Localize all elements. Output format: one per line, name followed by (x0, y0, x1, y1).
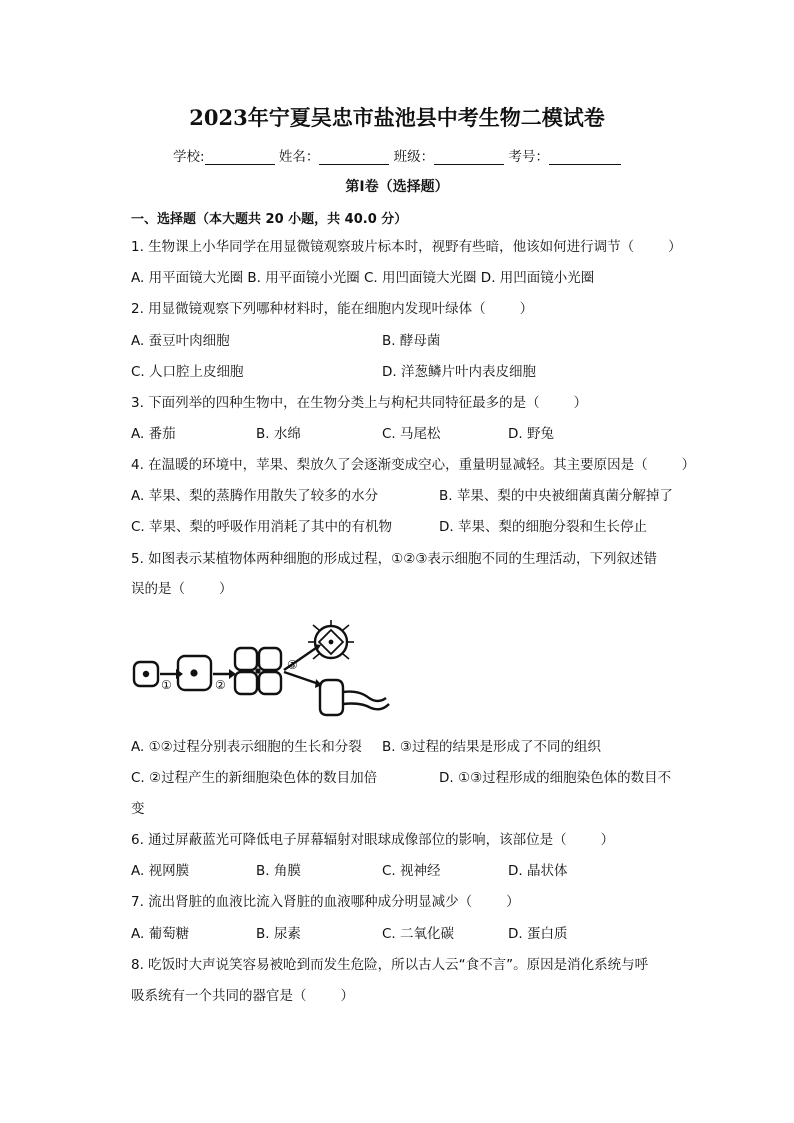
question-1-stem: 1. 生物课上小华同学在用显微镜观察玻片标本时，视野有些暗，他该如何进行调节（ ） (131, 239, 682, 255)
q4-option-a[interactable]: A. 苹果、梨的蒸腾作用散失了较多的水分 (131, 488, 379, 504)
q5-option-d-cont: 变 (131, 801, 145, 817)
label-process-3: ③ (287, 658, 298, 672)
question-1-options: A. 用平面镜大光圈 B. 用平面镜小光圈 C. 用凹面镜大光圈 D. 用凹面镜小光圈 (131, 270, 595, 286)
name-label: 姓名： (278, 149, 320, 165)
root-hair-cell (320, 680, 343, 715)
q4-option-b[interactable]: B. 苹果、梨的中央被细菌真菌分解掉了 (439, 488, 673, 504)
name-blank[interactable] (319, 150, 389, 165)
q6-option-c[interactable]: C. 视神经 (382, 863, 441, 879)
question-8-stem: 8. 吃饭时大声说笑容易被呛到而发生危险，所以古人云“食不言”。原因是消化系统与呼 (131, 957, 649, 973)
number-blank[interactable] (549, 150, 621, 165)
q5-option-a[interactable]: A. ①②过程分别表示细胞的生长和分裂 (131, 739, 362, 755)
q4-option-d[interactable]: D. 苹果、梨的细胞分裂和生长停止 (439, 519, 647, 535)
question-2-stem: 2. 用显微镜观察下列哪种材料时，能在细胞内发现叶绿体（ ） (131, 301, 534, 317)
q7-option-a[interactable]: A. 葡萄糖 (131, 926, 190, 942)
q3-option-b[interactable]: B. 水绵 (256, 426, 301, 442)
question-7-stem: 7. 流出肾脏的血液比流入肾脏的血液哪种成分明显减少（ ） (131, 894, 520, 910)
label-process-1: ① (161, 678, 172, 692)
question-5-stem: 5. 如图表示某植物体两种细胞的形成过程，①②③表示细胞不同的生理活动，下列叙述错 (131, 551, 657, 567)
cell-formation-diagram (131, 618, 393, 720)
q6-option-d[interactable]: D. 晶状体 (508, 863, 568, 879)
q3-option-c[interactable]: C. 马尾松 (382, 426, 441, 442)
question-5-stem-cont: 误的是（ ） (131, 581, 233, 597)
q2-option-a[interactable]: A. 蚕豆叶肉细胞 (131, 333, 230, 349)
number-label: 考号： (508, 149, 549, 165)
q3-option-a[interactable]: A. 番茄 (131, 426, 176, 442)
q6-option-a[interactable]: A. 视网膜 (131, 863, 190, 879)
page-title: 2023年宁夏吴忠市盐池县中考生物二模试卷 (189, 105, 605, 130)
question-8-stem-cont: 吸系统有一个共同的器官是（ ） (131, 988, 354, 1004)
question-6-stem: 6. 通过屏蔽蓝光可降低电子屏幕辐射对眼球成像部位的影响，该部位是（ ） (131, 832, 615, 848)
class-blank[interactable] (434, 150, 504, 165)
question-3-stem: 3. 下面列举的四种生物中，在生物分类上与枸杞共同特征最多的是（ ） (131, 395, 588, 411)
q2-option-b[interactable]: B. 酵母菌 (382, 333, 441, 349)
school-label: 学校: (173, 149, 205, 165)
label-process-2: ② (215, 678, 226, 692)
question-4-stem: 4. 在温暖的环境中，苹果、梨放久了会逐渐变成空心，重量明显减轻。其主要原因是（ ） (131, 457, 696, 473)
school-blank[interactable] (205, 150, 275, 165)
q2-option-d[interactable]: D. 洋葱鳞片叶内表皮细胞 (382, 364, 536, 380)
q2-option-c[interactable]: C. 人口腔上皮细胞 (131, 364, 244, 380)
q5-option-c[interactable]: C. ②过程产生的新细胞染色体的数目加倍 (131, 770, 378, 786)
q7-option-b[interactable]: B. 尿素 (256, 926, 301, 942)
q4-option-c[interactable]: C. 苹果、梨的呼吸作用消耗了其中的有机物 (131, 519, 393, 535)
student-info-line (0, 145, 794, 165)
part-title: 一、选择题（本大题共 20 小题，共 40.0 分） (131, 212, 408, 227)
section-title: 第Ⅰ卷（选择题） (345, 179, 449, 195)
q7-option-d[interactable]: D. 蛋白质 (508, 926, 568, 942)
q6-option-b[interactable]: B. 角膜 (256, 863, 301, 879)
class-label: 班级： (393, 149, 435, 165)
q5-option-b[interactable]: B. ③过程的结果是形成了不同的组织 (382, 739, 601, 755)
q3-option-d[interactable]: D. 野兔 (508, 426, 554, 442)
q5-option-d[interactable]: D. ①③过程形成的细胞染色体的数目不 (439, 770, 672, 786)
q7-option-c[interactable]: C. 二氧化碳 (382, 926, 455, 942)
